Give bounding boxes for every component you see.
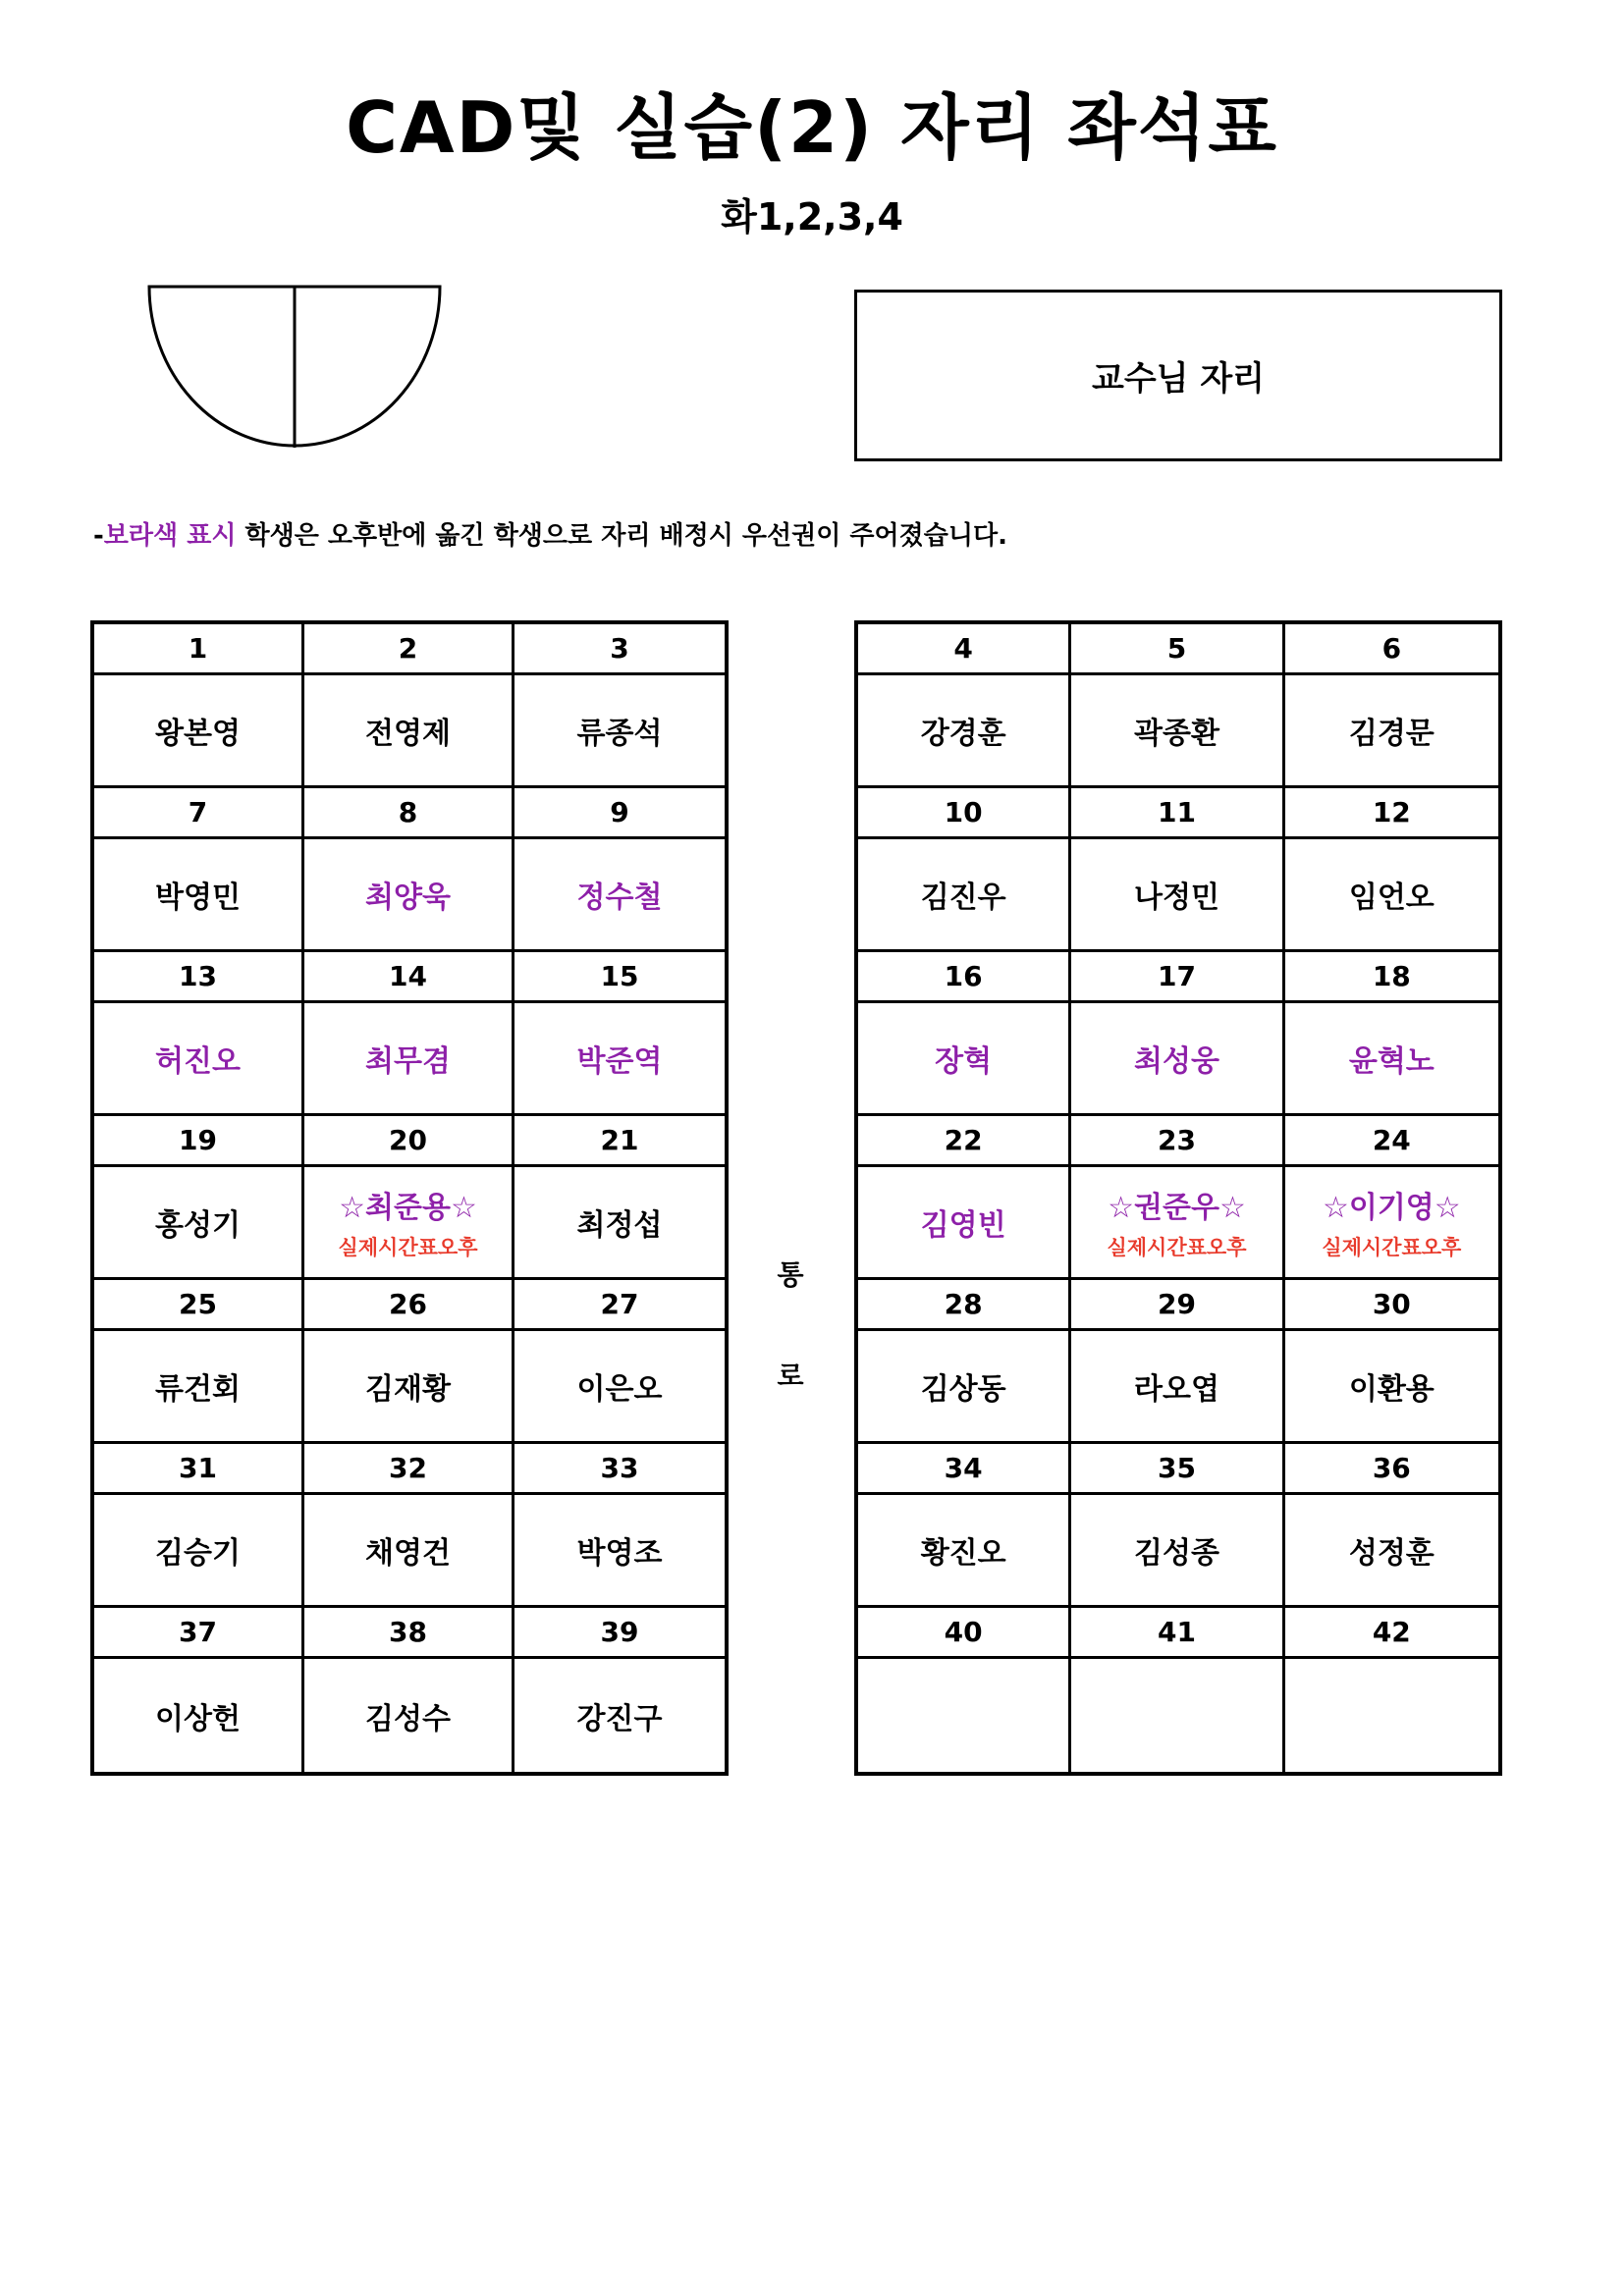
seat-student-name: 박영조 [576,1536,663,1571]
seat-number: 15 [514,952,725,1003]
seat-student-name: 임언오 [1348,881,1435,915]
seat-student-name: 정수철 [576,881,663,915]
seat-name-cell [1071,675,1284,788]
seat-name-cell [1071,839,1284,952]
seat-student-name: 채영건 [365,1536,451,1571]
seat-student-name: 곽종환 [1134,717,1219,751]
semicircle-icon [147,285,442,452]
seat-student-name: 최성웅 [1134,1044,1219,1079]
seat-name-cell [858,1331,1071,1444]
seat-number: 25 [94,1280,304,1331]
seat-name-cell [514,675,725,788]
seat-number: 34 [858,1444,1071,1495]
seat-student-name: 나정민 [1134,881,1219,915]
seat-number: 13 [94,952,304,1003]
seat-student-name: 김영빈 [920,1208,1006,1243]
seat-name-cell [1071,1003,1284,1116]
seat-number: 31 [94,1444,304,1495]
seat-student-name: 황진오 [920,1536,1006,1571]
seat-name-cell [1071,1659,1284,1772]
seat-number: 24 [1285,1116,1498,1167]
seat-student-name: 류건회 [155,1372,241,1407]
seat-student-name: 김성종 [1134,1536,1219,1571]
seat-student-name: 김재황 [365,1372,451,1407]
seat-student-name: 류종석 [576,717,663,751]
seat-number: 14 [304,952,514,1003]
seat-student-name: 이환용 [1348,1372,1435,1407]
seat-student-name: 박영민 [155,881,241,915]
seat-student-name: 김경문 [1348,717,1435,751]
seat-number: 21 [514,1116,725,1167]
seat-student-name: 전영제 [365,717,451,751]
seat-name-cell [304,1331,514,1444]
seat-number: 8 [304,788,514,839]
seat-number: 4 [858,624,1071,675]
seat-number: 30 [1285,1280,1498,1331]
seat-number: 17 [1071,952,1284,1003]
seat-student-name: 강경훈 [920,717,1006,751]
seat-student-name: 최양욱 [365,881,451,915]
professor-seat-box [854,290,1502,461]
seat-note: 실제시간표오후 [1107,1236,1247,1259]
seat-number: 6 [1285,624,1498,675]
seat-number: 35 [1071,1444,1284,1495]
note-prefix: - [93,521,104,551]
seat-number: 3 [514,624,725,675]
seat-name-cell [514,839,725,952]
seat-number: 36 [1285,1444,1498,1495]
seat-student-name: 이상헌 [155,1701,241,1736]
seat-number: 29 [1071,1280,1284,1331]
seat-number: 23 [1071,1116,1284,1167]
corridor-line-1: 통 [777,1258,804,1291]
seat-number: 18 [1285,952,1498,1003]
seat-name-cell [858,1659,1071,1772]
seat-number: 1 [94,624,304,675]
seat-number: 11 [1071,788,1284,839]
professor-seat-label: 교수님 자리 [1091,359,1266,399]
seat-note: 실제시간표오후 [338,1236,478,1259]
seat-student-name: 이은오 [576,1372,663,1407]
seat-name-cell [304,1659,514,1772]
seat-name-cell [858,1003,1071,1116]
seat-name-cell [1285,1003,1498,1116]
seat-student-name: 홍성기 [155,1208,241,1243]
seat-name-cell [858,839,1071,952]
seat-student-name: 성정훈 [1348,1536,1435,1571]
seat-number: 40 [858,1608,1071,1659]
seat-name-cell [1285,1331,1498,1444]
note-highlight: 보라색 표시 [103,521,237,551]
seat-number: 7 [94,788,304,839]
seat-name-cell [304,839,514,952]
seat-name-cell [514,1167,725,1280]
seat-name-cell [94,1167,304,1280]
page-subtitle: 화1,2,3,4 [721,195,903,239]
seat-student-name: ☆최준용☆ [339,1191,477,1225]
seat-number: 41 [1071,1608,1284,1659]
seat-number: 5 [1071,624,1284,675]
corridor-line-2: 로 [777,1360,804,1392]
seat-student-name: 허진오 [155,1044,241,1079]
seat-number: 37 [94,1608,304,1659]
seat-number: 33 [514,1444,725,1495]
seat-name-cell [858,1495,1071,1608]
seat-number: 42 [1285,1608,1498,1659]
seat-student-name: 장혁 [935,1044,993,1079]
seat-name-cell [94,675,304,788]
seat-student-name: 윤혁노 [1348,1044,1435,1079]
seat-number: 12 [1285,788,1498,839]
seat-student-name: ☆권준우☆ [1108,1191,1246,1225]
seat-name-cell [514,1495,725,1608]
seat-name-cell [94,839,304,952]
seat-number: 26 [304,1280,514,1331]
seat-note: 실제시간표오후 [1322,1236,1462,1259]
seat-name-cell [514,1331,725,1444]
seat-student-name: 김성수 [365,1701,451,1736]
seat-name-cell [94,1003,304,1116]
seat-number: 19 [94,1116,304,1167]
seat-student-name: 김승기 [155,1536,241,1571]
seat-name-cell [304,1003,514,1116]
seat-number: 27 [514,1280,725,1331]
seat-student-name: 박준역 [576,1044,663,1079]
seat-number: 20 [304,1116,514,1167]
legend-note [93,515,1007,552]
seat-number: 28 [858,1280,1071,1331]
note-rest: 학생은 오후반에 옮긴 학생으로 자리 배정시 우선권이 주어졌습니다. [236,521,1007,551]
seat-student-name: 강진구 [576,1701,663,1736]
seat-number: 32 [304,1444,514,1495]
seat-student-name: 김상동 [920,1372,1006,1407]
seat-number: 39 [514,1608,725,1659]
seat-number: 38 [304,1608,514,1659]
seat-student-name: 최정섭 [576,1208,663,1243]
seat-name-cell [514,1003,725,1116]
seat-name-cell [858,1167,1071,1280]
page-title: CAD및 실습(2) 자리 좌석표 [346,86,1278,169]
seat-name-cell [514,1659,725,1772]
seat-student-name: 왕본영 [155,717,241,751]
seat-name-cell [94,1495,304,1608]
seat-grid-left [90,620,729,1776]
seat-student-name: ☆이기영☆ [1322,1191,1461,1225]
seat-name-cell [94,1331,304,1444]
seat-number: 22 [858,1116,1071,1167]
seat-name-cell [94,1659,304,1772]
seat-number: 9 [514,788,725,839]
seat-name-cell [304,1167,514,1280]
seat-name-cell [1285,1495,1498,1608]
seat-name-cell [1285,839,1498,952]
seat-student-name: 최무겸 [365,1044,451,1079]
seat-name-cell [304,1495,514,1608]
seat-number: 16 [858,952,1071,1003]
seat-name-cell [1071,1495,1284,1608]
seat-name-cell [1071,1167,1284,1280]
seat-name-cell [858,675,1071,788]
seat-name-cell [1285,1659,1498,1772]
corridor-label [761,1258,820,1464]
seat-number: 2 [304,624,514,675]
seat-name-cell [1285,1167,1498,1280]
seat-name-cell [1285,675,1498,788]
seat-grid-right [854,620,1502,1776]
seat-student-name: 김진우 [920,881,1006,915]
seat-number: 10 [858,788,1071,839]
seat-student-name: 라오엽 [1134,1372,1219,1407]
seat-name-cell [1071,1331,1284,1444]
podium-shape [147,285,442,454]
seat-name-cell [304,675,514,788]
